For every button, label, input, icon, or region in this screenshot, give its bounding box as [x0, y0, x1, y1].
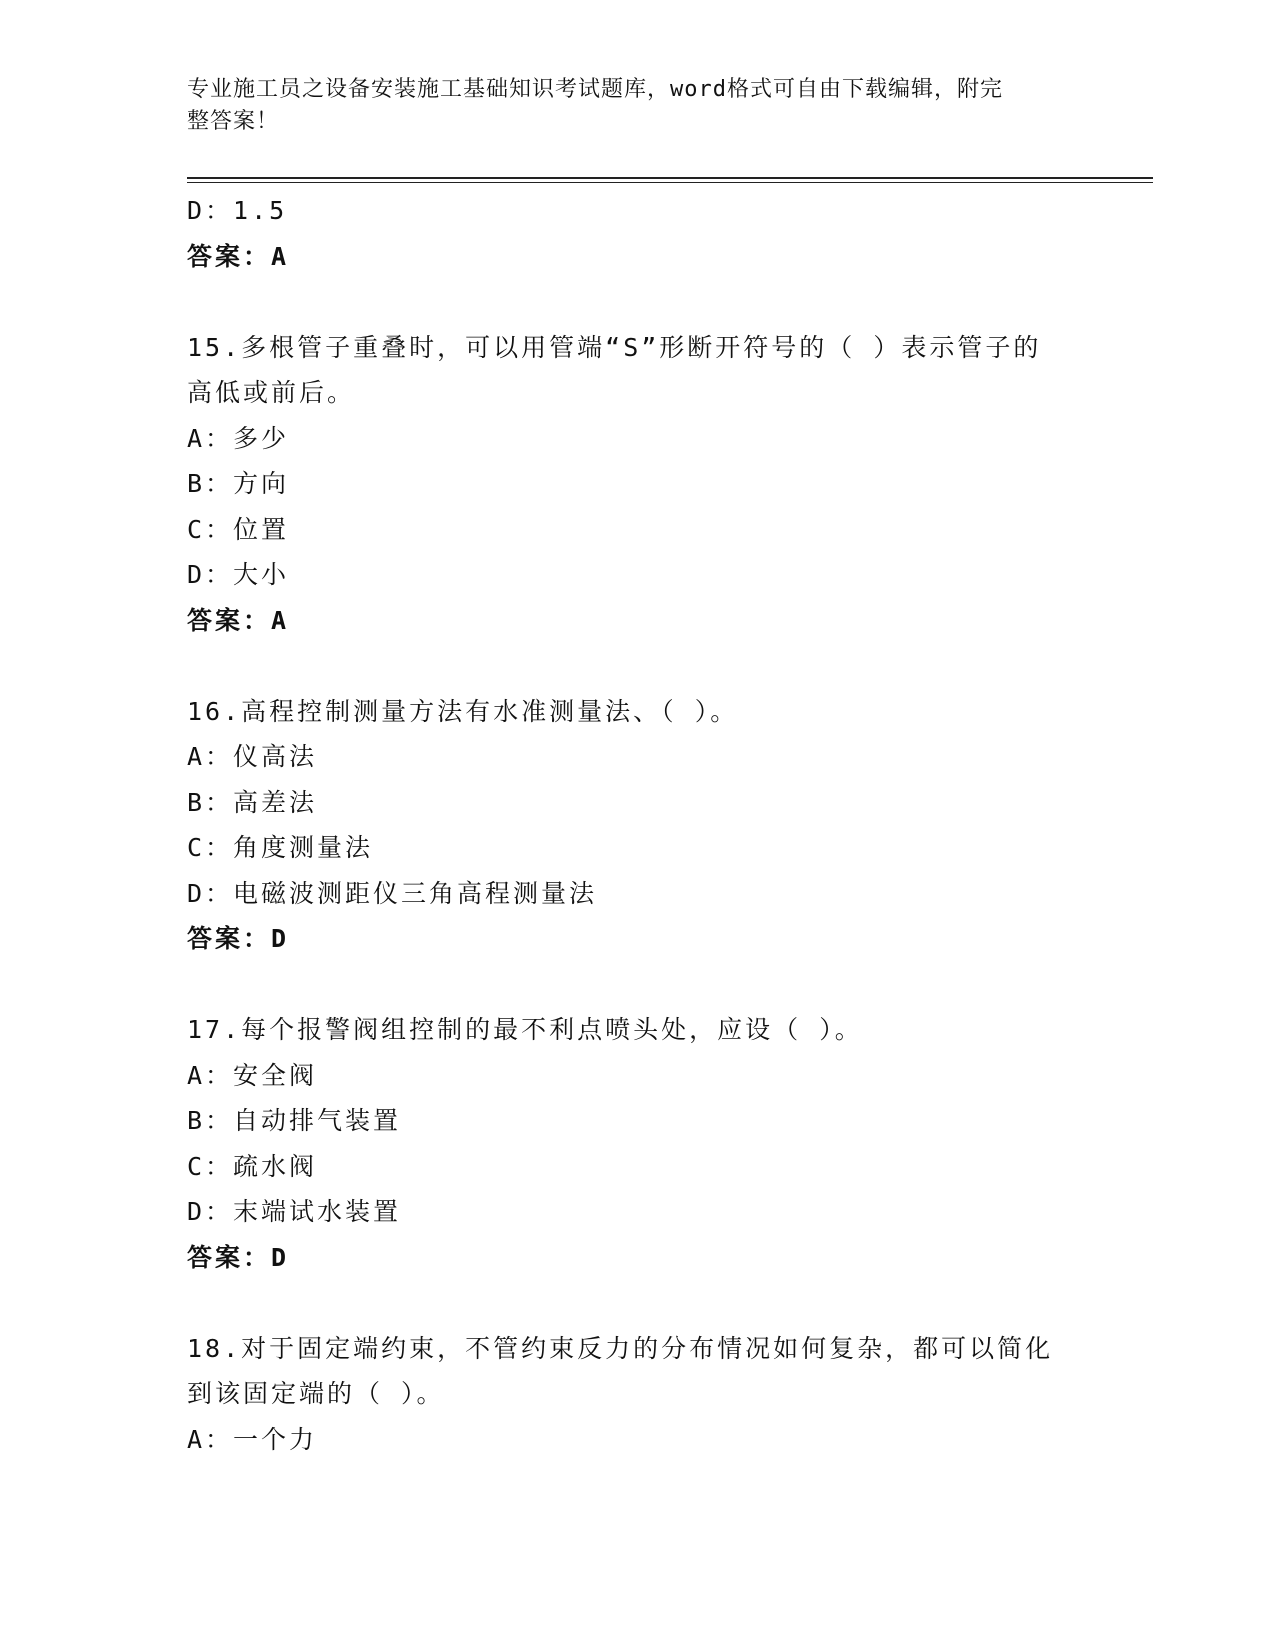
question-content — [187, 188, 1087, 1462]
option-b: B：方向 — [187, 469, 290, 498]
answer: 答案：D — [187, 924, 290, 953]
question-stem: 15.多根管子重叠时，可以用管端“S”形断开符号的（ ）表示管子的 — [187, 332, 1042, 362]
option-a: A：仪高法 — [187, 742, 318, 771]
answer: 答案：A — [187, 605, 290, 635]
option-a: A：安全阀 — [187, 1060, 318, 1090]
question-17 — [187, 1007, 1087, 1280]
option-c: C：疏水阀 — [187, 1151, 318, 1181]
question-stem-continued: 到该固定端的（ ）。 — [187, 1379, 445, 1408]
option-d: D：大小 — [187, 560, 290, 589]
option-a: A：一个力 — [187, 1424, 318, 1454]
question-15 — [187, 325, 1087, 644]
answer: 答案：A — [187, 241, 290, 271]
option-d: D：末端试水装置 — [187, 1197, 402, 1226]
question-stem: 16.高程控制测量方法有水准测量法、（ ）。 — [187, 696, 739, 726]
question-18 — [187, 1326, 1087, 1463]
option-a: A：多少 — [187, 423, 290, 453]
option-d: D：1.5 — [187, 196, 288, 225]
document-header — [187, 74, 1067, 138]
header-rule-thick — [187, 177, 1153, 179]
option-c: C：角度测量法 — [187, 833, 374, 862]
question-16 — [187, 689, 1087, 962]
question-stem: 18.对于固定端约束，不管约束反力的分布情况如何复杂，都可以简化 — [187, 1333, 1054, 1363]
question-stem-continued: 高低或前后。 — [187, 378, 356, 407]
header-line-1: 专业施工员之设备安装施工基础知识考试题库，word格式可自由下载编辑，附完 — [187, 77, 1003, 102]
header-line-2: 整答案！ — [187, 109, 280, 134]
spacer — [187, 1280, 1087, 1326]
header-rule-thin — [187, 182, 1153, 183]
spacer — [187, 279, 1087, 325]
option-b: B：高差法 — [187, 787, 318, 817]
option-d: D：电磁波测距仪三角高程测量法 — [187, 878, 598, 908]
question-stem: 17.每个报警阀组控制的最不利点喷头处，应设（ ）。 — [187, 1015, 863, 1044]
spacer — [187, 643, 1087, 689]
answer: 答案：D — [187, 1242, 290, 1272]
spacer — [187, 962, 1087, 1008]
option-c: C：位置 — [187, 514, 290, 544]
option-b: B：自动排气装置 — [187, 1106, 402, 1135]
